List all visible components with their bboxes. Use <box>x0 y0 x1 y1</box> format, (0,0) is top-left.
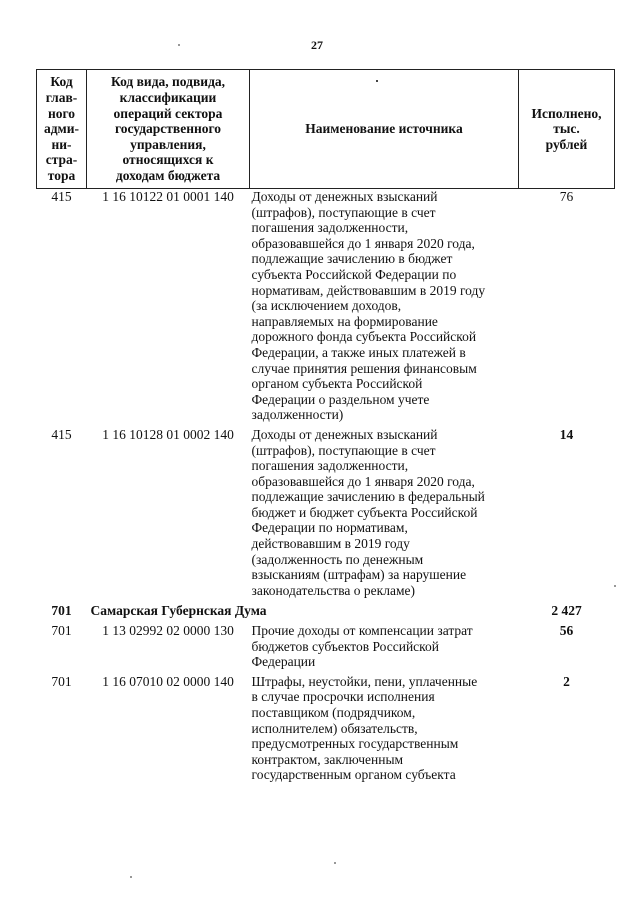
table-row <box>37 189 615 423</box>
source-name-line: взысканиям (штрафам) за нарушение <box>251 567 467 583</box>
source-name-line: контрактом, заключенным <box>251 751 404 767</box>
section-amount: 2 427 <box>551 603 582 619</box>
classification-code-cell: 1 16 10122 01 0001 140 <box>102 189 234 204</box>
source-name-line: органом субъекта Российской <box>251 376 423 392</box>
table-header-row <box>37 70 615 189</box>
source-name-line: дорожного фонда субъекта Российской <box>251 329 477 345</box>
admin-code-cell: 415 <box>51 189 72 204</box>
header-class-line: классификации <box>119 90 217 106</box>
source-name-line: действовавшим в 2019 году <box>251 536 410 552</box>
income-sources-table <box>36 69 615 783</box>
source-name-line: бюджетов субъектов Российской <box>251 638 440 654</box>
header-amount-line: Исполнено, <box>531 105 602 121</box>
scan-speck <box>334 862 336 864</box>
scan-speck <box>614 585 616 587</box>
source-name-line: исполнителем) обязательств, <box>251 720 418 736</box>
header-admin-line: стра- <box>45 152 78 168</box>
scan-speck <box>178 44 180 46</box>
source-name-line: Федерации о раздельном учете <box>251 391 430 407</box>
source-name-line: (штрафов), поступающие в счет <box>251 204 436 220</box>
header-class-line: государственного <box>114 121 222 137</box>
source-name-line: образовавшейся до 1 января 2020 года, <box>251 235 475 251</box>
table-row <box>37 623 615 670</box>
admin-code-cell: 701 <box>51 673 72 689</box>
source-name-line: в случае просрочки исполнения <box>251 689 435 705</box>
scan-speck <box>130 876 132 878</box>
source-name-line: подлежащие зачислению в федеральный <box>251 489 485 505</box>
source-name-line: государственным органом субъекта <box>251 767 456 783</box>
source-name-line: Федерации по нормативам, <box>251 520 408 536</box>
admin-code-cell: 701 <box>51 623 72 639</box>
header-amount-line: тыс. <box>553 121 580 137</box>
source-name-cell <box>250 423 519 599</box>
source-name-line: (задолженность по денежным <box>251 551 424 567</box>
header-admin-line: ни- <box>51 136 72 152</box>
header-source-name: Наименование источника <box>250 70 519 189</box>
source-name-line: направляемых на формирование <box>251 313 438 329</box>
source-name-line: Федерации <box>251 654 316 670</box>
source-name-line: бюджет и бюджет субъекта Российской <box>251 504 478 520</box>
classification-code-cell: 1 13 02992 02 0000 130 <box>102 623 234 639</box>
amount-cell: 56 <box>559 623 574 639</box>
source-name-line: погашения задолженности, <box>251 220 409 236</box>
amount-cell: 2 <box>563 673 570 689</box>
header-amount-line: рублей <box>545 136 588 152</box>
header-admin-line: ного <box>47 105 76 121</box>
section-admin-code: 701 <box>51 603 72 619</box>
source-name-line: (за исключением доходов, <box>251 298 402 314</box>
header-admin-line: тора <box>47 167 76 183</box>
source-name-line: (штрафов), поступающие в счет <box>251 442 436 458</box>
section-title: Самарская Губернская Дума <box>90 603 267 619</box>
classification-code-cell: 1 16 10128 01 0002 140 <box>102 426 234 442</box>
table-row <box>37 423 615 599</box>
header-class-line: Код вида, подвида, <box>110 74 226 90</box>
classification-code-cell: 1 16 07010 02 0000 140 <box>102 673 234 689</box>
section-header-row <box>37 598 615 623</box>
header-classification-code <box>87 70 250 189</box>
source-name-line: предусмотренных государственным <box>251 736 459 752</box>
header-admin-line: Код <box>50 74 73 90</box>
source-name-line: образовавшейся до 1 января 2020 года, <box>251 473 475 489</box>
admin-code-cell: 415 <box>51 426 72 442</box>
header-amount <box>519 70 615 189</box>
header-admin-line: адми- <box>43 121 80 137</box>
source-name-line: задолженности) <box>251 407 344 423</box>
header-admin-code <box>37 70 87 189</box>
header-class-line: управления, <box>130 136 206 152</box>
source-name-cell <box>250 189 519 423</box>
source-name-line: Федерации, а также иных платежей в <box>251 344 466 360</box>
source-name-line: нормативам, действовавшим в 2019 году <box>251 282 486 298</box>
source-name-line: Штрафы, неустойки, пени, уплаченные <box>251 673 478 689</box>
source-name-line: законодательства о рекламе) <box>251 582 415 598</box>
table-row <box>37 670 615 783</box>
header-admin-line: глав- <box>45 90 78 106</box>
source-name-line: Прочие доходы от компенсации затрат <box>251 623 473 639</box>
source-name-line: случае принятия решения финансовым <box>251 360 477 376</box>
amount-cell: 76 <box>559 189 574 204</box>
source-name-line: Доходы от денежных взысканий <box>251 189 438 204</box>
source-name-line: погашения задолженности, <box>251 458 409 474</box>
header-class-line: относящихся к <box>122 152 214 168</box>
source-name-line: субъекта Российской Федерации по <box>251 266 457 282</box>
source-name-line: поставщиком (подрядчиком, <box>251 705 416 720</box>
source-name-cell <box>250 623 519 670</box>
source-name-cell <box>250 670 519 783</box>
header-class-line: доходам бюджета <box>115 167 221 183</box>
header-class-line: операций сектора <box>113 105 223 121</box>
source-name-line: подлежащие зачислению в бюджет <box>251 251 453 267</box>
amount-cell: 14 <box>559 426 574 442</box>
page-number: 27 <box>311 38 323 52</box>
source-name-line: Доходы от денежных взысканий <box>251 426 438 442</box>
